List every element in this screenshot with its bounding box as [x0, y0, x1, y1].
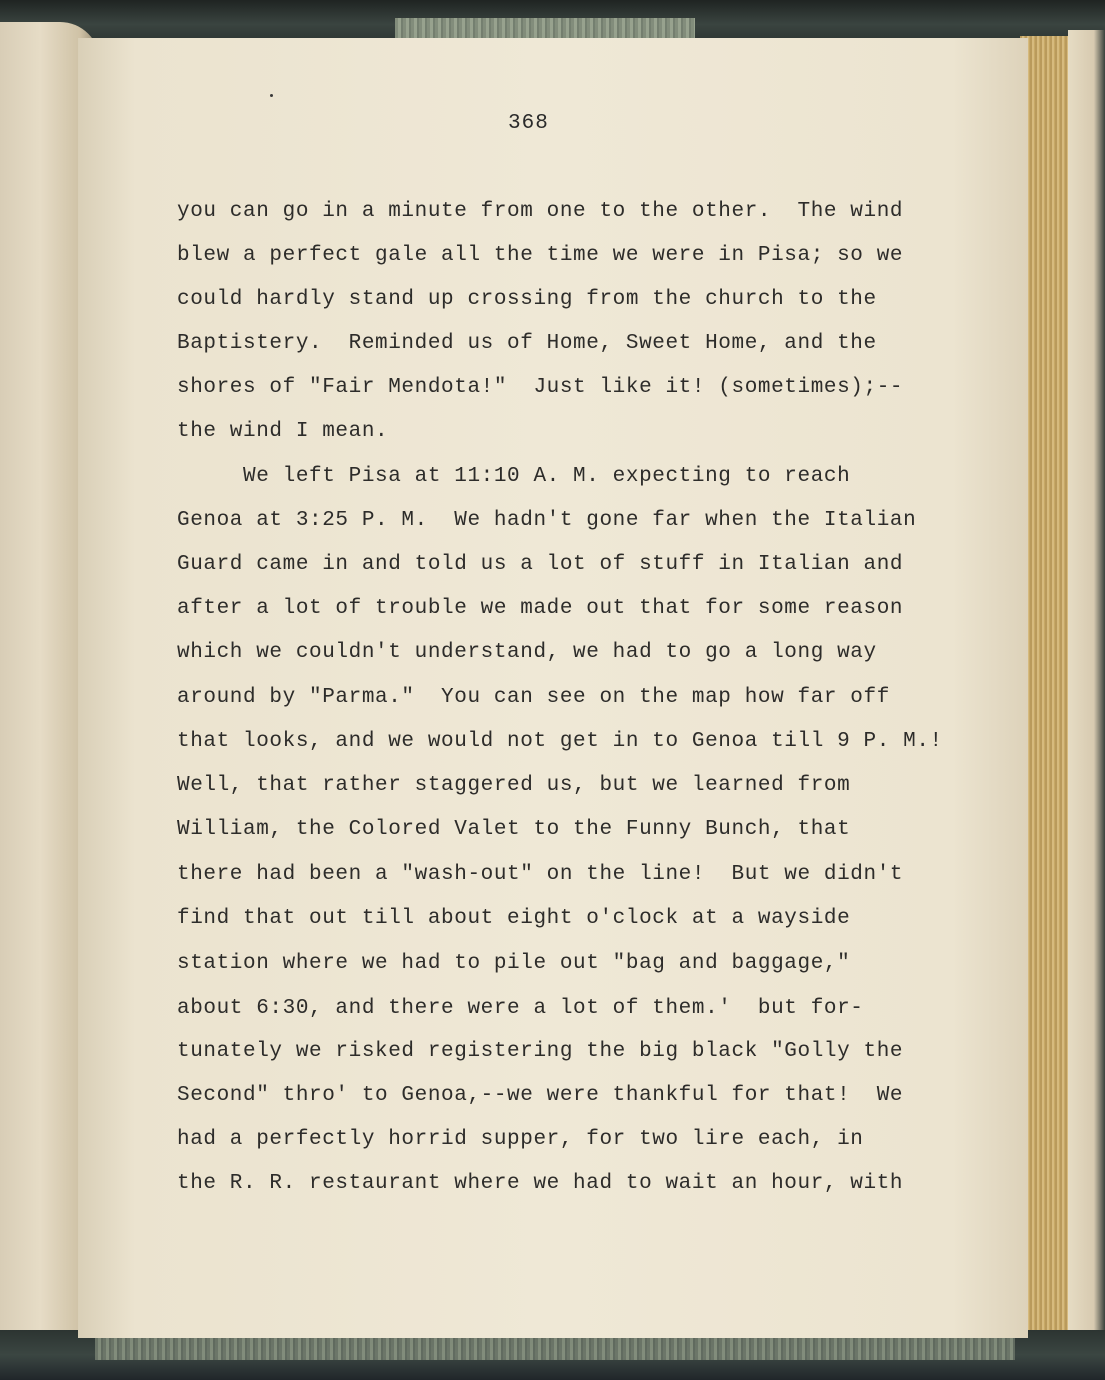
text-line: which we couldn't understand, we had to go a long way [177, 641, 877, 664]
text-line: shores of "Fair Mendota!" Just like it! (sometimes);-- [177, 376, 904, 399]
text-line: Well, that rather staggered us, but we learned from [177, 774, 851, 797]
binding-cloth-bottom [95, 1338, 1015, 1360]
text-line: Second" thro' to Genoa,--we were thankful for that! We [177, 1084, 904, 1107]
text-line: Guard came in and told us a lot of stuff in Italian and [177, 553, 904, 576]
text-line: William, the Colored Valet to the Funny Bunch, that [177, 818, 851, 841]
page-number: 368 [508, 112, 549, 135]
text-line: Genoa at 3:25 P. M. We hadn't gone far when the Italian [177, 509, 917, 532]
text-line: after a lot of trouble we made out that for some reason [177, 597, 904, 620]
text-line: had a perfectly horrid supper, for two lire each, in [177, 1128, 864, 1151]
book-cover-edge [1068, 30, 1105, 1340]
text-line: could hardly stand up crossing from the church to the [177, 288, 877, 311]
text-line: the wind I mean. [177, 420, 389, 443]
text-line: tunately we risked registering the big black "Golly the [177, 1040, 904, 1063]
text-line: about 6:30, and there were a lot of them.' but for- [177, 997, 864, 1020]
text-line: you can go in a minute from one to the other. The wind [177, 200, 904, 223]
text-line: blew a perfect gale all the time we were in Pisa; so we [177, 244, 904, 267]
text-line: station where we had to pile out "bag and baggage," [177, 952, 851, 975]
text-line: Baptistery. Reminded us of Home, Sweet Home, and the [177, 332, 877, 355]
binding-cloth-top [395, 18, 695, 40]
text-line: there had been a "wash-out" on the line! But we didn't [177, 863, 904, 886]
text-line: the R. R. restaurant where we had to wait an hour, with [177, 1172, 904, 1195]
text-line: that looks, and we would not get in to Genoa till 9 P. M.! [177, 730, 943, 753]
text-line: around by "Parma." You can see on the map how far off [177, 686, 890, 709]
ink-dot [270, 94, 273, 97]
text-line: We left Pisa at 11:10 A. M. expecting to reach [177, 465, 851, 488]
text-line: find that out till about eight o'clock at a wayside [177, 907, 851, 930]
